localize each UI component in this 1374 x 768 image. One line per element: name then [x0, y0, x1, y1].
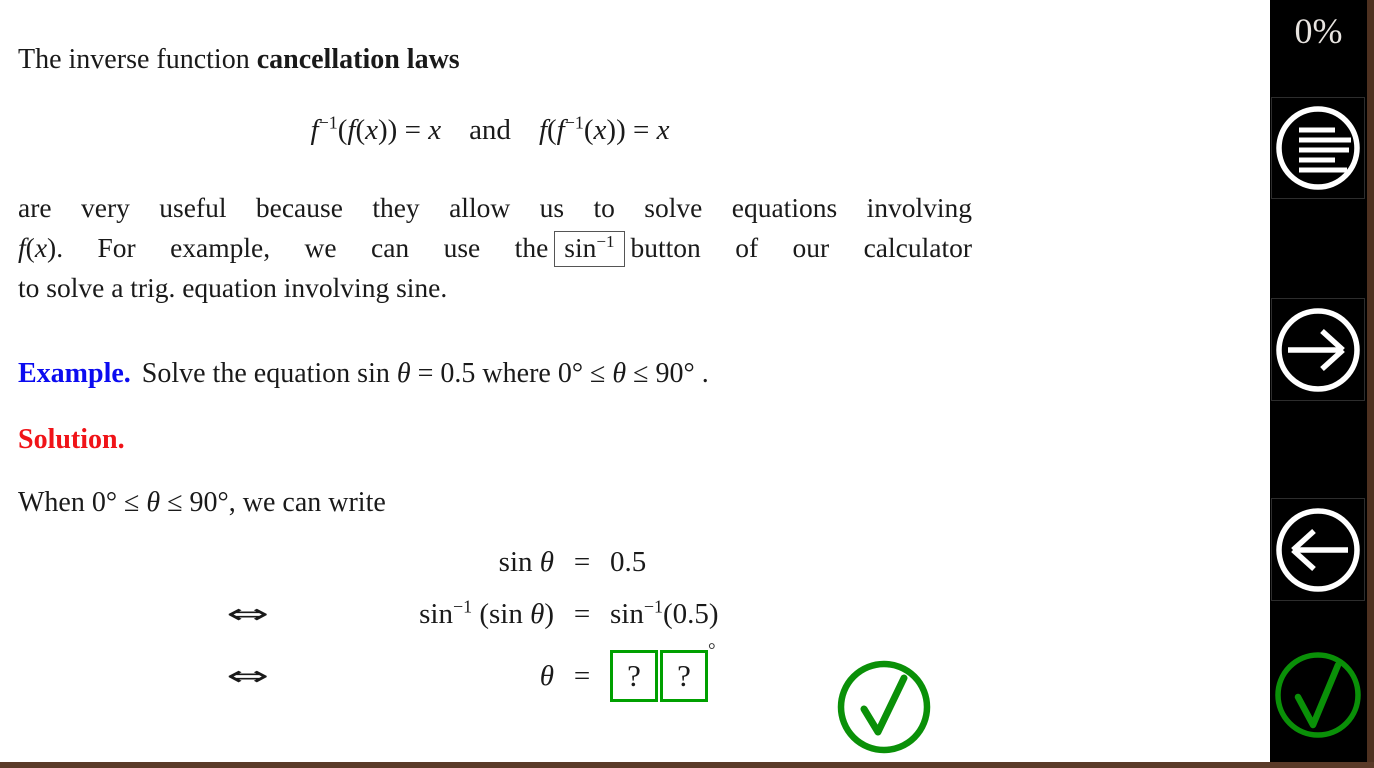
derivation-row3-equals: = [573, 659, 591, 692]
example-label: Example. [18, 358, 131, 389]
derivation-row3-lhs: θ [539, 659, 554, 692]
progress-percentage: 0% [1294, 11, 1343, 51]
degree-symbol: ° [708, 640, 716, 661]
calc-button-sup: −1 [596, 231, 615, 251]
law-left: $f^{-1}(f(x)) = x$ [310, 112, 442, 146]
window-frame-right [1367, 0, 1374, 768]
submit-check-button[interactable] [1271, 646, 1365, 756]
cancellation-law-equation [0, 114, 980, 147]
iff-arrow-icon: ⇔ [226, 599, 269, 630]
previous-page-button[interactable] [1271, 498, 1365, 601]
check-icon [1272, 649, 1364, 753]
intro-bold-text: cancellation laws [256, 44, 460, 75]
derivation-row3-arrow [226, 660, 344, 693]
navigation-sidebar [1270, 0, 1367, 768]
intro-text: The inverse function [18, 44, 257, 75]
paragraph-line-2-pre: f(x). For example, we can use the [18, 232, 549, 263]
contents-menu-button[interactable] [1271, 97, 1365, 199]
solution-label: Solution. [18, 424, 125, 455]
derivation-row1-equals: = [573, 546, 591, 578]
explanatory-paragraph [18, 188, 972, 308]
menu-lines-icon [1274, 104, 1362, 192]
answer-input-box-tens[interactable]: ? [610, 650, 658, 702]
calculator-inverse-sin-button [554, 231, 624, 267]
paragraph-line-1: are very useful because they allow us to solve equations involving [18, 192, 972, 223]
paragraph-line-3: to solve a trig. equation involving sine. [18, 272, 448, 303]
paragraph-line-2-post: button of our calculator [630, 232, 972, 263]
answer-correct-check-icon[interactable] [836, 658, 933, 757]
next-page-button[interactable] [1271, 298, 1365, 401]
paragraph-line-2 [18, 228, 972, 268]
derivation-row2-equals: = [573, 598, 591, 630]
derivation-row2-lhs: $\sin^{-1} (\sin$ θ) [419, 596, 554, 630]
when-condition-line: When 0° ≤ θ ≤ 90°, we can write [18, 487, 386, 518]
solution-heading [18, 424, 125, 456]
calc-button-base: sin [564, 232, 597, 263]
example-text: Solve the equation sin θ = 0.5 where 0° ≤ θ ≤ 90° . [141, 358, 709, 389]
arrow-right-icon [1274, 306, 1362, 394]
derivation-row1-lhs: sin θ [498, 546, 554, 578]
window-frame-bottom [0, 762, 1374, 768]
arrow-left-icon [1274, 506, 1362, 594]
law-right: $f(f^{-1}(x)) = x$ [538, 112, 670, 146]
law-conjunction: and [469, 114, 511, 146]
example-statement [18, 358, 709, 390]
answer-input-box-ones[interactable]: ? [660, 650, 708, 702]
derivation-block [226, 546, 719, 702]
derivation-row1-rhs: 0.5 [610, 546, 647, 578]
derivation-row3-answer [610, 640, 719, 702]
derivation-row2-rhs: $\sin^{-1}(0.5)$ [610, 596, 719, 630]
intro-line [18, 44, 460, 76]
derivation-row2-arrow [226, 598, 344, 631]
iff-arrow-icon: ⇔ [226, 660, 269, 692]
